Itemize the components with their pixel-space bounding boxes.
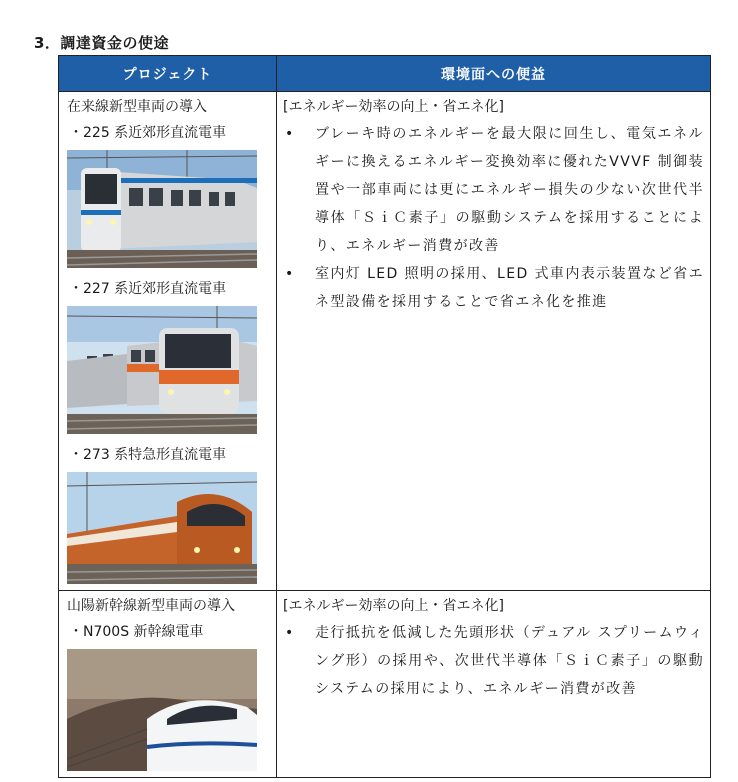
table-header-row — [59, 56, 711, 92]
project-cell — [59, 591, 277, 778]
bullet-icon: • — [285, 625, 295, 641]
project-cell — [59, 92, 277, 591]
list-item: • ブレーキ時のエネルギーを最大限に回生し、電気エネルギーに換えるエネルギー変換効率に優れたVVVF 制御装置や一部車両には更にエネルギー損失の少ない次世代半導体「ＳｉＣ素子」の駆動システムを採用することにより、エネルギー消費が改善 — [283, 120, 704, 260]
section-heading: 3．調達資金の使途 — [34, 34, 169, 52]
bullet-icon: • — [285, 126, 295, 142]
table-row — [59, 591, 711, 778]
vehicle-label: ・225 系近郊形直流電車 — [69, 125, 227, 141]
benefit-list — [283, 120, 704, 316]
header-benefit: 環境面への便益 — [277, 56, 711, 92]
vehicle-label: ・N700S 新幹線電車 — [69, 624, 204, 640]
vehicle-label: ・227 系近郊形直流電車 — [69, 281, 227, 297]
use-of-proceeds-table — [58, 55, 711, 778]
train-photo-225 — [67, 150, 257, 268]
header-project: プロジェクト — [59, 56, 277, 92]
table-row — [59, 92, 711, 591]
list-item: • 走行抵抗を低減した先頭形状（デュアル スプリームウィング形）の採用や、次世代半導体「ＳｉＣ素子」の駆動システムの採用により、エネルギー消費が改善 — [283, 619, 704, 703]
train-photo-227 — [67, 306, 257, 434]
benefit-title: [エネルギー効率の向上・省エネ化] — [283, 99, 504, 115]
benefit-cell — [277, 92, 711, 591]
benefit-title: [エネルギー効率の向上・省エネ化] — [283, 598, 504, 614]
project-title: 山陽新幹線新型車両の導入 — [67, 598, 235, 614]
benefit-cell — [277, 591, 711, 778]
train-photo-273 — [67, 472, 257, 584]
train-photo-n700s — [67, 649, 257, 771]
list-item: • 室内灯 LED 照明の採用、LED 式車内表示装置など省エネ型設備を採用することで省エネ化を推進 — [283, 260, 704, 316]
bullet-icon: • — [285, 266, 295, 282]
project-title: 在来線新型車両の導入 — [67, 99, 207, 115]
vehicle-label: ・273 系特急形直流電車 — [69, 447, 227, 463]
benefit-list — [283, 619, 704, 703]
